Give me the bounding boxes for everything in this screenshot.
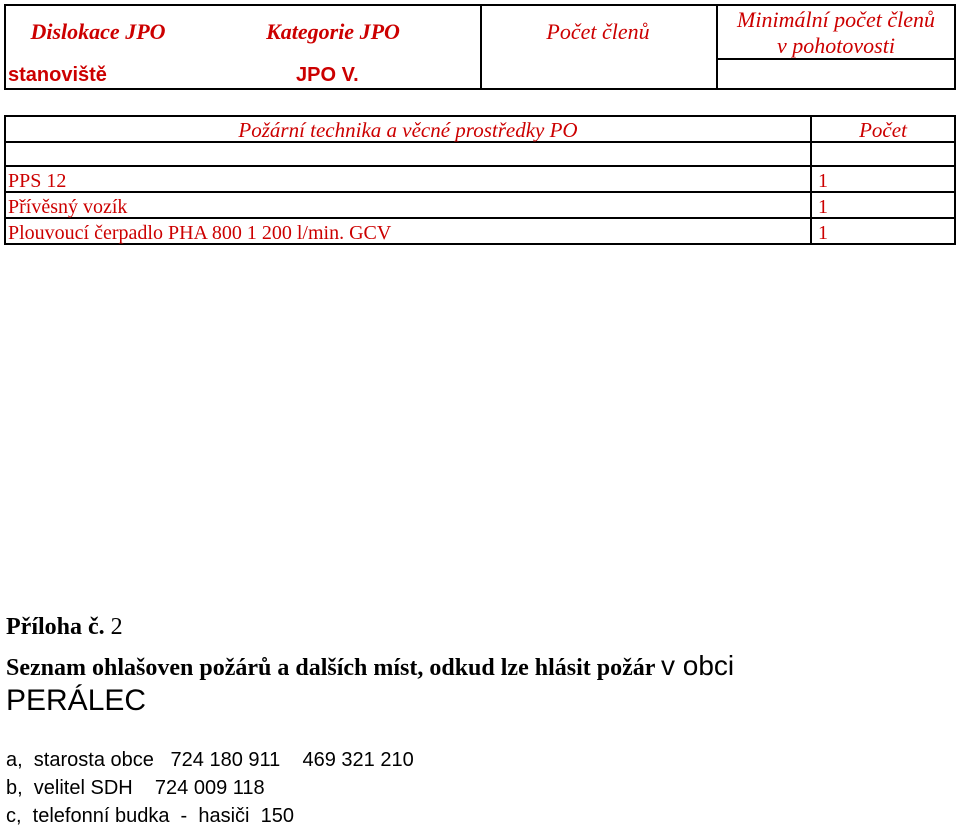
appendix-title-part1: Seznam ohlašoven požárů a dalších míst, odkud lze hlásit požár <box>6 655 655 681</box>
equipment-count-header: Počet <box>859 118 907 142</box>
header-dislokace: Dislokace JPO <box>30 19 166 44</box>
table-row: Přívěsný vozík <box>8 196 128 218</box>
equipment-title: Požární technika a věcné prostředky PO <box>238 118 578 142</box>
table-row-count: 1 <box>818 170 828 192</box>
table-row-count: 1 <box>818 222 828 244</box>
village-name: PERÁLEC <box>6 684 147 717</box>
contact-item: b, velitel SDH 724 009 118 <box>6 777 265 799</box>
table-row: PPS 12 <box>8 170 67 192</box>
appendix-label: Příloha č. <box>6 614 105 640</box>
appendix-title <box>6 650 734 682</box>
appendix-title-part2: v obci <box>660 650 735 681</box>
station-label: stanoviště <box>8 64 107 86</box>
contact-item: c, telefonní budka - hasiči 150 <box>6 805 294 827</box>
header-min-pocet-line1: Minimální počet členů <box>737 7 935 32</box>
table-row: Plouvoucí čerpadlo PHA 800 1 200 l/min. GCV <box>8 222 392 244</box>
appendix-number: 2 <box>110 614 123 640</box>
header-pocet-clenu: Počet členů <box>546 19 650 44</box>
header-min-pocet-line2: v pohotovosti <box>777 33 895 58</box>
header-kategorie: Kategorie JPO <box>266 19 400 44</box>
table-row-count: 1 <box>818 196 828 218</box>
appendix-heading <box>6 614 123 641</box>
contact-item: a, starosta obce 724 180 911 469 321 210 <box>6 749 414 771</box>
category-value: JPO V. <box>296 64 359 86</box>
